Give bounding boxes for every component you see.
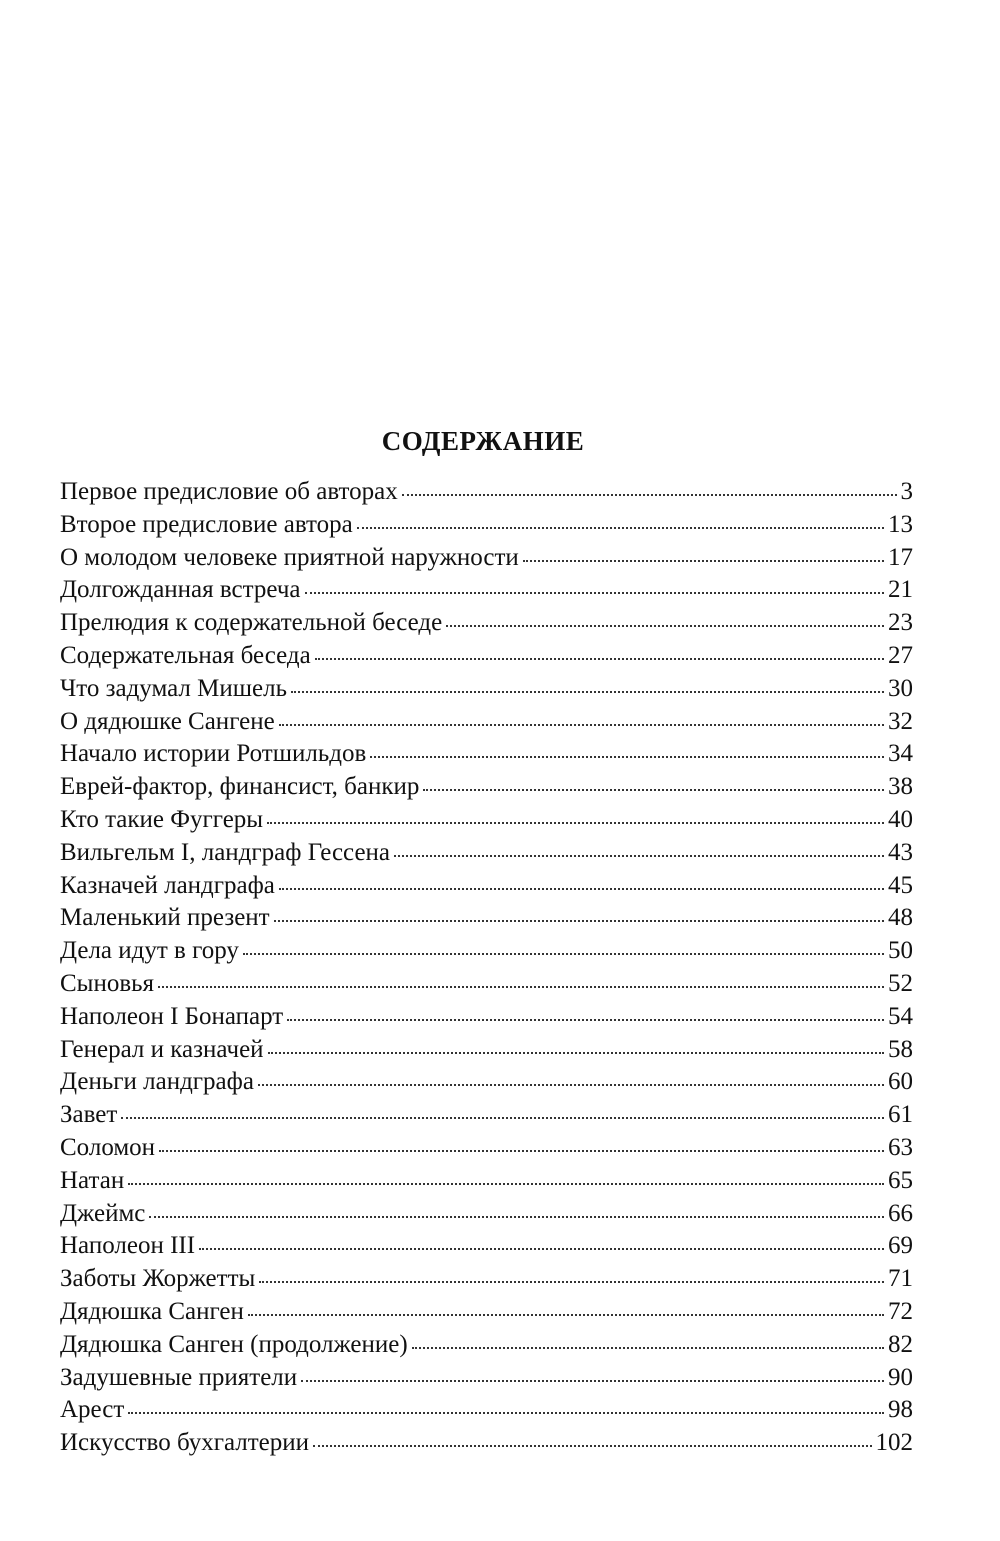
dot-leader <box>315 658 884 660</box>
toc-entry-title: Сыновья <box>60 969 155 997</box>
toc-entry-title: Искусство бухгалтерии <box>60 1429 310 1457</box>
dot-leader <box>402 494 897 496</box>
dot-leader <box>446 625 884 627</box>
toc-entry <box>60 1198 913 1231</box>
toc-entry-title: Долгожданная встреча <box>60 576 301 604</box>
toc-entry <box>60 1001 913 1034</box>
toc-entry-page-number: 3 <box>900 478 913 505</box>
toc-entry <box>60 574 913 607</box>
toc-entry-page-number: 21 <box>888 576 913 604</box>
toc-entry-title: Заботы Жоржетты <box>60 1265 256 1293</box>
dot-leader <box>258 1084 884 1086</box>
toc-entry-page-number: 52 <box>888 969 913 997</box>
toc-entry-page-number: 90 <box>888 1363 913 1391</box>
toc-entry <box>60 771 913 804</box>
toc-entry-page-number: 23 <box>888 609 913 637</box>
toc-entry <box>60 1427 913 1460</box>
toc-entry-title: О дядюшке Сангене <box>60 707 275 735</box>
toc-entry-page-number: 32 <box>888 707 913 735</box>
toc-entry-page-number: 63 <box>888 1133 913 1161</box>
toc-entry <box>60 935 913 968</box>
toc-entry-page-number: 82 <box>888 1330 913 1358</box>
toc-entry <box>60 837 913 870</box>
toc-entry-page-number: 98 <box>888 1396 913 1424</box>
toc-entry-page-number: 30 <box>888 674 913 702</box>
toc-entry <box>60 607 913 640</box>
toc-entry <box>60 1329 913 1362</box>
dot-leader <box>149 1216 884 1218</box>
toc-entry-page-number: 43 <box>888 838 913 866</box>
toc-entry <box>60 542 913 575</box>
dot-leader <box>259 1281 884 1283</box>
toc-entry <box>60 706 913 739</box>
toc-entry-title: Содержательная беседа <box>60 641 311 669</box>
toc-entry <box>60 804 913 837</box>
toc-entry-page-number: 45 <box>888 871 913 899</box>
dot-leader <box>248 1314 884 1316</box>
toc-entry-title: Начало истории Ротшильдов <box>60 740 367 768</box>
toc-entry <box>60 968 913 1001</box>
dot-leader <box>159 1150 884 1152</box>
dot-leader <box>301 1380 884 1382</box>
toc-entry <box>60 509 913 542</box>
toc-entry-title: Генерал и казначей <box>60 1035 264 1063</box>
dot-leader <box>357 527 884 529</box>
toc-entry-title: О молодом человеке приятной наружности <box>60 543 519 571</box>
toc-entry-page-number: 61 <box>888 1101 913 1129</box>
dot-leader <box>313 1445 871 1447</box>
dot-leader <box>279 724 884 726</box>
toc-entry-page-number: 34 <box>888 740 913 768</box>
toc-entry <box>60 870 913 903</box>
toc-entry <box>60 1066 913 1099</box>
toc-entry-title: Джеймс <box>60 1199 146 1227</box>
toc-entry-title: Дядюшка Санген <box>60 1297 244 1325</box>
dot-leader <box>394 855 884 857</box>
toc-entry-page-number: 13 <box>888 510 913 538</box>
table-of-contents <box>60 476 913 1460</box>
page-title: СОДЕРЖАНИЕ <box>381 426 585 456</box>
dot-leader <box>199 1248 884 1250</box>
dot-leader <box>267 822 884 824</box>
dot-leader <box>274 920 884 922</box>
toc-entry-title: Деньги ландграфа <box>60 1068 254 1096</box>
toc-entry-title: Задушевные приятели <box>60 1363 298 1391</box>
toc-entry <box>60 1263 913 1296</box>
toc-entry-page-number: 50 <box>888 937 913 965</box>
toc-entry <box>60 1165 913 1198</box>
toc-entry-title: Что задумал Мишель <box>60 674 287 702</box>
toc-entry <box>60 1296 913 1329</box>
dot-leader <box>423 789 884 791</box>
toc-entry <box>60 640 913 673</box>
toc-entry-title: Натан <box>60 1166 125 1194</box>
dot-leader <box>370 756 884 758</box>
toc-entry-title: Наполеон I Бонапарт <box>60 1002 284 1030</box>
toc-entry-page-number: 38 <box>888 773 913 801</box>
dot-leader <box>279 888 884 890</box>
toc-entry <box>60 738 913 771</box>
toc-entry-title: Второе предисловие автора <box>60 510 353 538</box>
toc-entry <box>60 902 913 935</box>
toc-entry-title: Еврей-фактор, финансист, банкир <box>60 773 420 801</box>
toc-entry <box>60 1394 913 1427</box>
toc-entry-page-number: 40 <box>888 805 913 833</box>
dot-leader <box>305 592 884 594</box>
toc-entry-title: Маленький презент <box>60 904 270 932</box>
toc-entry-title: Казначей ландграфа <box>60 871 275 899</box>
toc-entry <box>60 476 913 509</box>
dot-leader <box>121 1117 884 1119</box>
dot-leader <box>287 1019 884 1021</box>
toc-entry-title: Завет <box>60 1101 118 1129</box>
toc-entry-title: Вильгельм I, ландграф Гессена <box>60 838 391 866</box>
dot-leader <box>128 1412 884 1414</box>
toc-entry-title: Дела идут в гору <box>60 937 239 965</box>
dot-leader <box>291 691 884 693</box>
toc-entry-title: Кто такие Фуггеры <box>60 805 264 833</box>
toc-entry <box>60 1362 913 1395</box>
dot-leader <box>243 953 884 955</box>
toc-entry <box>60 1230 913 1263</box>
dot-leader <box>412 1347 884 1349</box>
toc-entry <box>60 1034 913 1067</box>
toc-entry-page-number: 72 <box>888 1297 913 1325</box>
dot-leader <box>268 1052 884 1054</box>
toc-entry-page-number: 58 <box>888 1035 913 1063</box>
toc-entry <box>60 1132 913 1165</box>
toc-entry-page-number: 66 <box>888 1199 913 1227</box>
toc-entry <box>60 1099 913 1132</box>
toc-entry-title: Прелюдия к содержательной беседе <box>60 609 443 637</box>
toc-entry <box>60 673 913 706</box>
toc-entry-page-number: 65 <box>888 1166 913 1194</box>
toc-entry-title: Дядюшка Санген (продолжение) <box>60 1330 408 1358</box>
dot-leader <box>128 1183 884 1185</box>
dot-leader <box>523 560 884 562</box>
toc-entry-page-number: 102 <box>875 1429 913 1457</box>
toc-entry-page-number: 48 <box>888 904 913 932</box>
toc-entry-page-number: 60 <box>888 1068 913 1096</box>
toc-entry-page-number: 27 <box>888 641 913 669</box>
toc-entry-title: Арест <box>60 1396 125 1424</box>
dot-leader <box>158 986 884 988</box>
toc-entry-title: Первое предисловие об авторах <box>60 478 398 505</box>
toc-entry-page-number: 69 <box>888 1232 913 1260</box>
toc-entry-title: Соломон <box>60 1133 156 1161</box>
toc-entry-title: Наполеон III <box>60 1232 196 1260</box>
toc-entry-page-number: 71 <box>888 1265 913 1293</box>
toc-entry-page-number: 54 <box>888 1002 913 1030</box>
toc-entry-page-number: 17 <box>888 543 913 571</box>
